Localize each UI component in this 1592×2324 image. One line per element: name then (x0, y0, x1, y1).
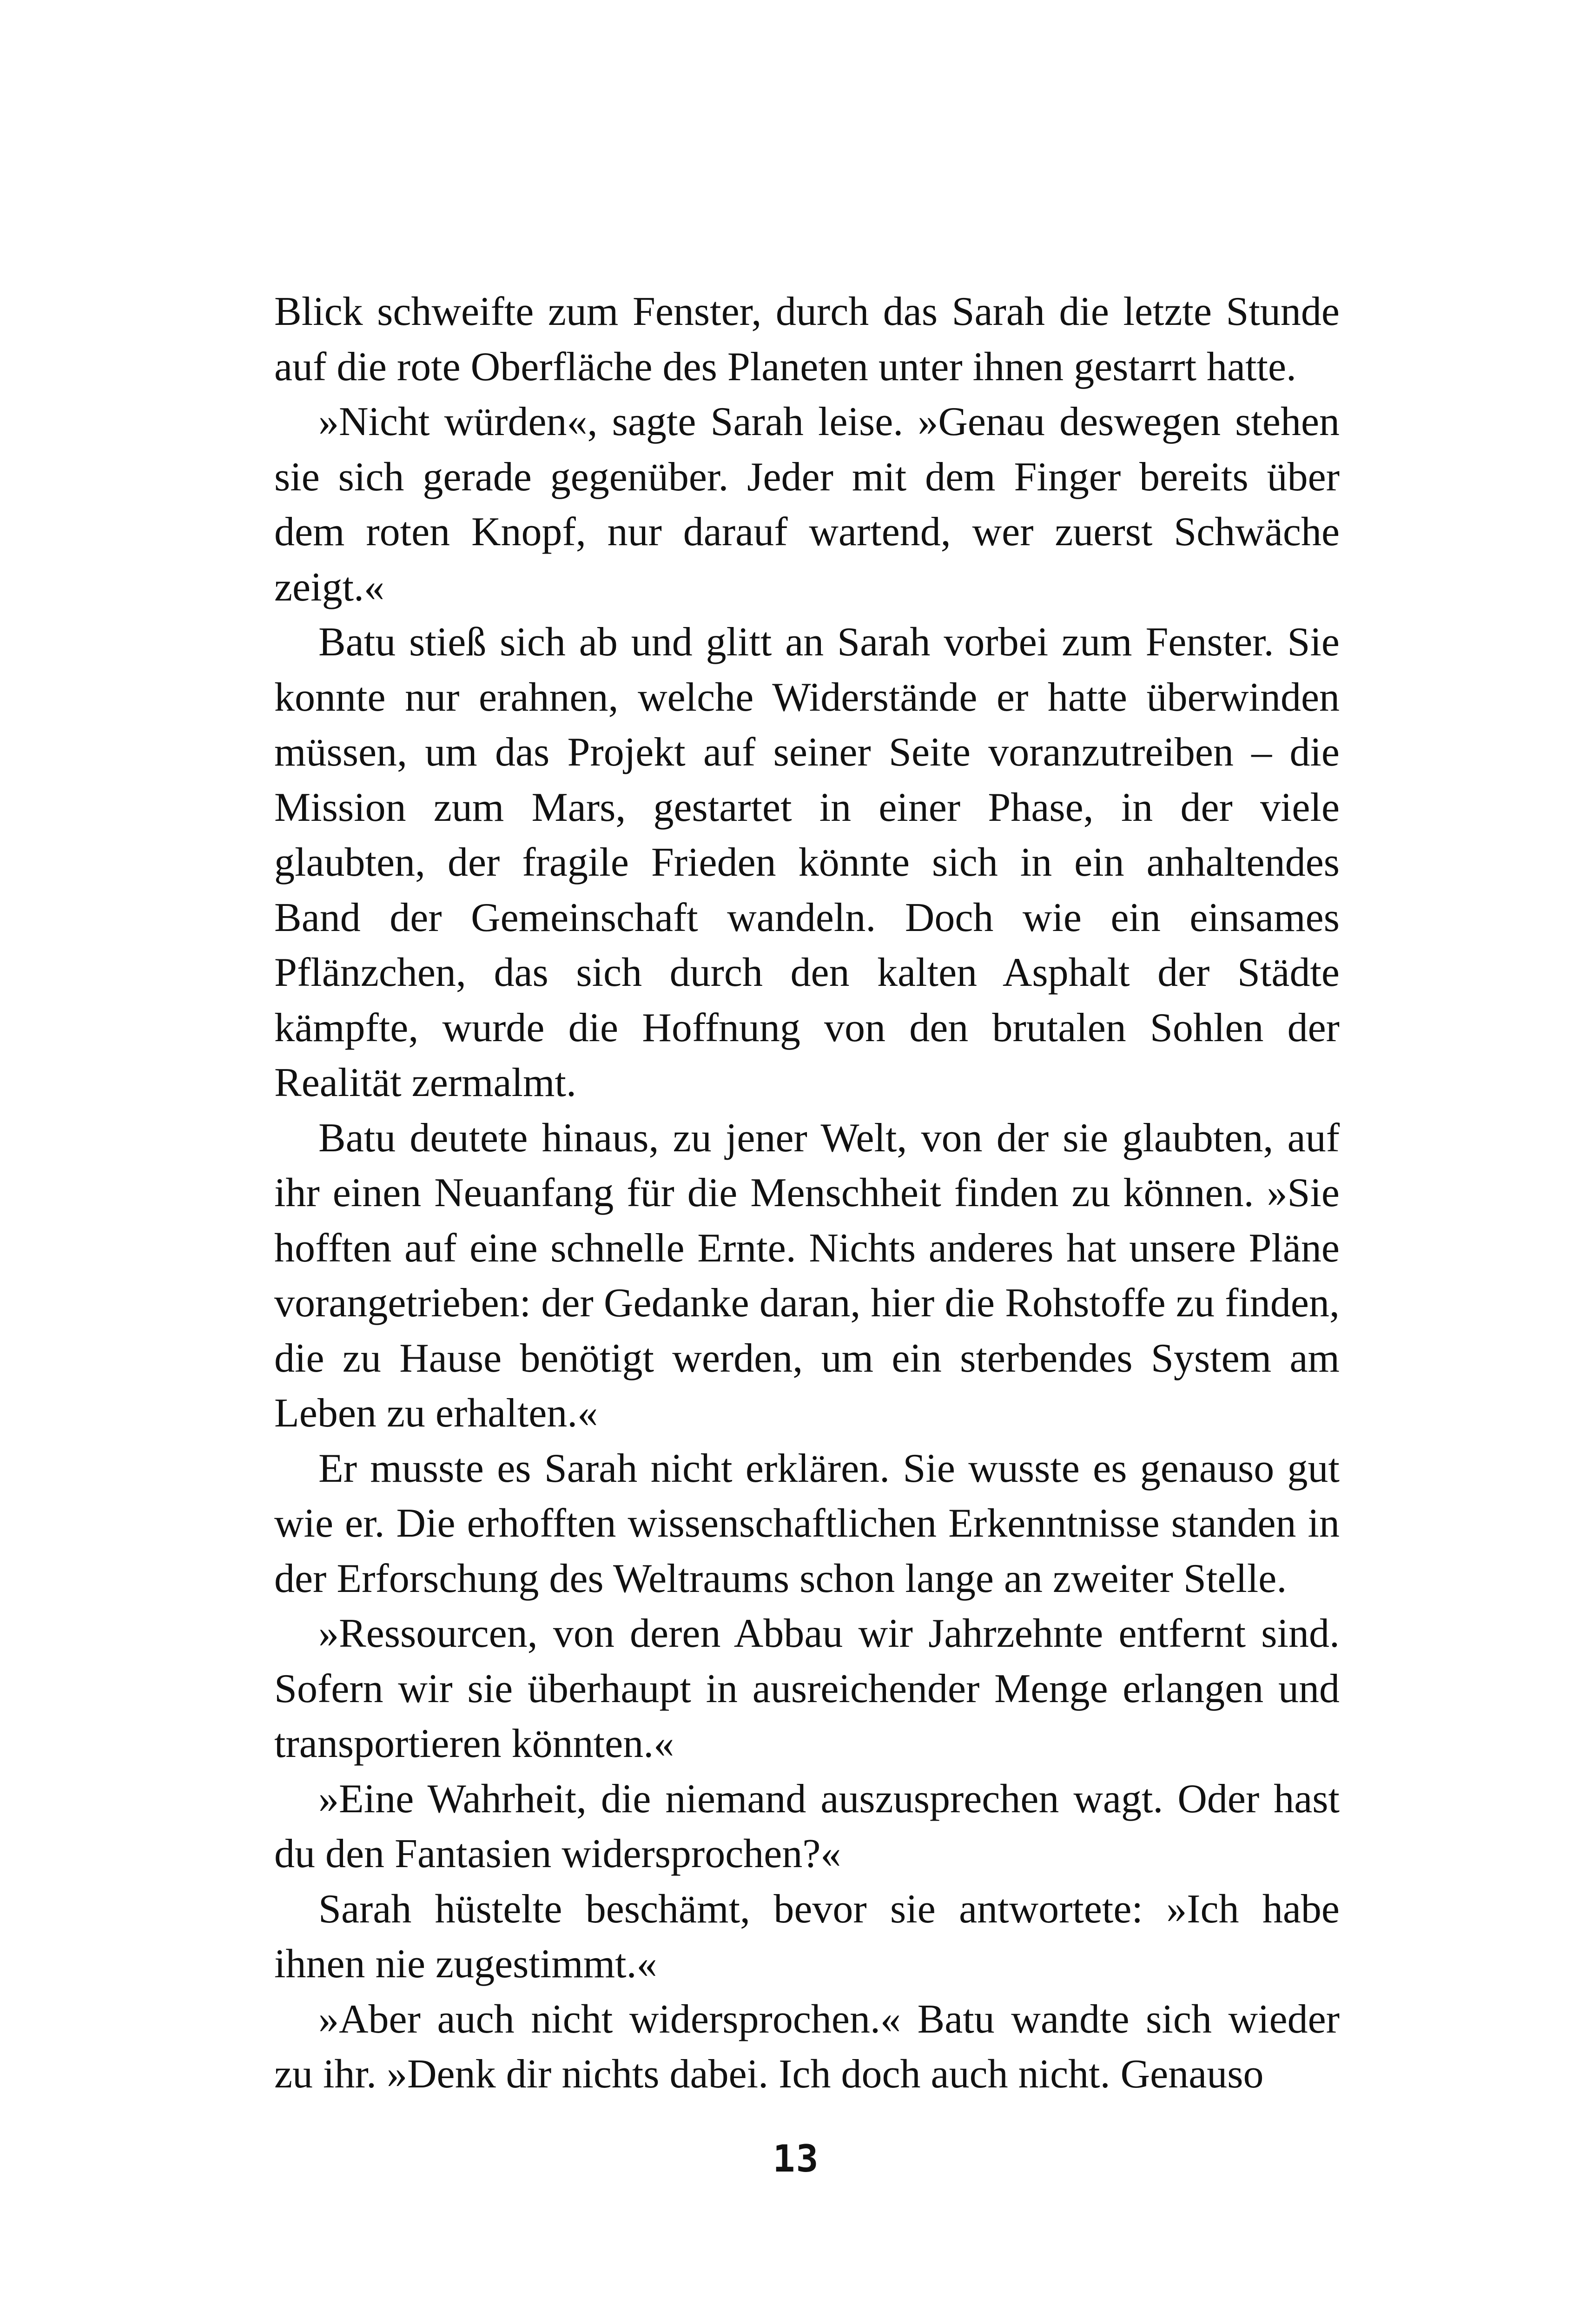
paragraph-6: »Ressourcen, von deren Abbau wir Jahrzehnte entfernt sind. Sofern wir sie überhaupt in ausreichender Menge erlangen und transportieren könnten.« (274, 1611, 1340, 1766)
paragraph-5: Er musste es Sarah nicht erklären. Sie wusste es genauso gut wie er. Die erhofften wissenschaftlichen Erkenntnisse standen in der Erforschung des Weltraums schon lange an zweiter Stelle. (274, 1446, 1340, 1601)
paragraph-8: Sarah hüstelte beschämt, bevor sie antwortete: »Ich habe ihnen nie zugestimmt.« (274, 1886, 1340, 1987)
page-number: 13 (773, 2137, 819, 2180)
paragraph-7: »Eine Wahrheit, die niemand auszusprechen wagt. Oder hast du den Fantasien widersprochen?« (274, 1776, 1340, 1876)
paragraph-3: Batu stieß sich ab und glitt an Sarah vorbei zum Fenster. Sie konnte nur erahnen, welche Widerstände er hatte überwinden müssen, um das Projekt auf seiner Seite voranzutreiben – die Mission zum Mars, gestartet in einer Phase, in der viele glaubten, der fragile Frieden könnte sich in ein anhaltendes Band der Gemeinschaft wandeln. Doch wie ein einsames Pflänzchen, das sich durch den kalten Asphalt der Städte kämpfte, wurde die Hoffnung von den brutalen Sohlen der Realität zermalmt. (274, 620, 1340, 1105)
paragraph-1: Blick schweifte zum Fenster, durch das Sarah die letzte Stunde auf die rote Oberfläche des Planeten unter ihnen gestarrt hatte. (274, 289, 1340, 390)
paragraph-9: »Aber auch nicht widersprochen.« Batu wandte sich wieder zu ihr. »Denk dir nichts dabei. Ich doch auch nicht. Genauso (274, 1996, 1340, 2097)
paragraph-4: Batu deutete hinaus, zu jener Welt, von der sie glaubten, auf ihr einen Neuanfang für die Menschheit finden zu können. »Sie hofften auf eine schnelle Ernte. Nichts anderes hat unsere Pläne vorangetrieben: der Gedanke daran, hier die Rohstoffe zu finden, die zu Hause benötigt werden, um ein sterbendes System am Leben zu erhalten.« (274, 1115, 1340, 1436)
paragraph-2: »Nicht würden«, sagte Sarah leise. »Genau deswegen stehen sie sich gerade gegenüber. Jeder mit dem Finger bereits über dem roten Knopf, nur darauf wartend, wer zuerst Schwäche zeigt.« (274, 399, 1340, 610)
body-text (274, 284, 1340, 2102)
